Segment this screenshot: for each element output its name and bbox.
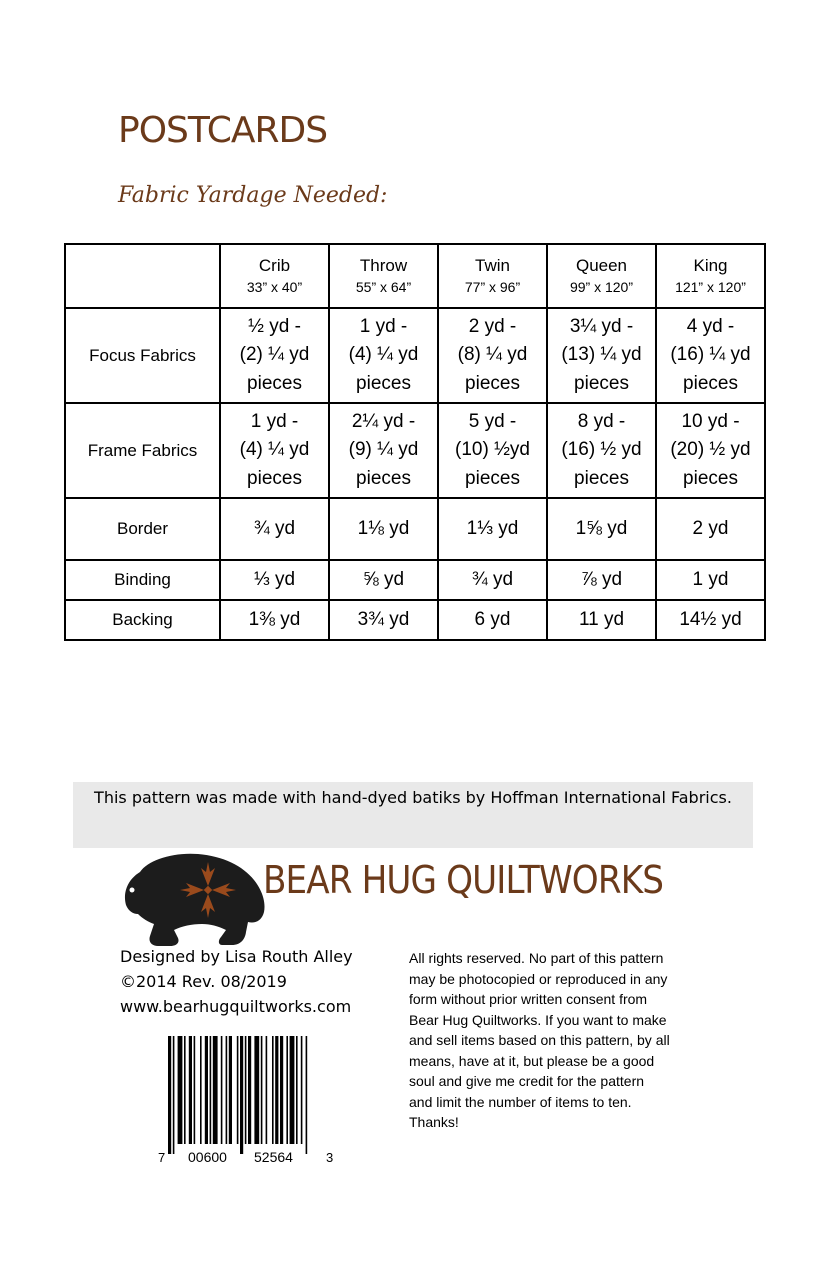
header-corner <box>65 244 220 308</box>
barcode-group-1: 00600 <box>188 1149 227 1165</box>
table-cell: 4 yd - (16) ¼ yd pieces <box>656 308 765 403</box>
row-label: Focus Fabrics <box>65 308 220 403</box>
brand-name: BEAR HUG QUILTWORKS <box>263 858 664 902</box>
header-crib: Crib 33” x 40” <box>220 244 329 308</box>
barcode-bar <box>229 1036 232 1144</box>
row-label: Frame Fabrics <box>65 403 220 498</box>
table-cell: 8 yd - (16) ½ yd pieces <box>547 403 656 498</box>
barcode-bar <box>226 1036 228 1144</box>
row-label: Backing <box>65 600 220 640</box>
barcode-bar <box>200 1036 202 1144</box>
rights-statement: All rights reserved. No part of this pattern may be photocopied or reproduced in any form without prior written consent from Bear Hug Quiltworks. If you want to make and sell items based on this pattern, by all means, have at it, but please be a good soul and give me credit for the pattern and limit the number of items to ten. Thanks! <box>409 950 670 1130</box>
table-cell: 1 yd - (4) ¼ yd pieces <box>329 308 438 403</box>
website-link[interactable]: www.bearhugquiltworks.com <box>120 997 352 1016</box>
table-cell: 14½ yd <box>656 600 765 640</box>
table-cell: ¾ yd <box>438 560 547 600</box>
barcode-bar <box>221 1036 223 1144</box>
barcode-bar <box>205 1036 208 1144</box>
table-cell: 2 yd - (8) ¼ yd pieces <box>438 308 547 403</box>
table-cell: 6 yd <box>438 600 547 640</box>
barcode-check-digit: 3 <box>326 1150 334 1165</box>
table-cell: 10 yd - (20) ½ yd pieces <box>656 403 765 498</box>
table-cell: 3¾ yd <box>329 600 438 640</box>
table-cell: ¾ yd <box>220 498 329 560</box>
table-cell: 1⅓ yd <box>438 498 547 560</box>
barcode-bar <box>296 1036 298 1144</box>
barcode-bar <box>290 1036 295 1144</box>
barcode-bar <box>178 1036 183 1144</box>
fabric-note <box>73 782 753 848</box>
table-cell: 1 yd - (4) ¼ yd pieces <box>220 403 329 498</box>
table-cell: 5 yd - (10) ½yd pieces <box>438 403 547 498</box>
table-cell: 1 yd <box>656 560 765 600</box>
designer-line: Designed by Lisa Routh Alley <box>120 947 353 966</box>
table-header-row <box>65 244 765 308</box>
copyright-line: ©2014 Rev. 08/2019 <box>120 972 287 991</box>
barcode-group-2: 52564 <box>254 1149 293 1165</box>
barcode-bar <box>189 1036 192 1144</box>
barcode-bar <box>213 1036 218 1144</box>
table-cell: ⅝ yd <box>329 560 438 600</box>
barcode-bar <box>210 1036 212 1144</box>
table-row <box>65 560 765 600</box>
fabric-note-text: This pattern was made with hand-dyed batiks by Hoffman International Fabrics. <box>94 788 732 807</box>
upc-barcode-icon <box>158 1036 338 1166</box>
table-row <box>65 308 765 403</box>
table-cell: 3¼ yd - (13) ¼ yd pieces <box>547 308 656 403</box>
table-cell: ⅞ yd <box>547 560 656 600</box>
bear-with-maple-leaves-icon <box>118 850 268 950</box>
barcode-bar <box>184 1036 186 1144</box>
header-queen: Queen 99” x 120” <box>547 244 656 308</box>
barcode-bar <box>194 1036 196 1144</box>
table-cell: 1⅝ yd <box>547 498 656 560</box>
barcode-bar <box>168 1036 171 1154</box>
barcode-bar <box>286 1036 288 1144</box>
barcode-bar <box>254 1036 259 1144</box>
table-cell: ⅓ yd <box>220 560 329 600</box>
barcode-bar <box>275 1036 278 1144</box>
barcode-bar <box>261 1036 263 1144</box>
barcode-bar <box>248 1036 251 1144</box>
row-label: Border <box>65 498 220 560</box>
header-king: King 121” x 120” <box>656 244 765 308</box>
header-throw: Throw 55” x 64” <box>329 244 438 308</box>
table-cell: 2¼ yd - (9) ¼ yd pieces <box>329 403 438 498</box>
header-twin: Twin 77” x 96” <box>438 244 547 308</box>
table-row <box>65 403 765 498</box>
barcode-bar <box>272 1036 274 1144</box>
table-row <box>65 498 765 560</box>
table-cell: 11 yd <box>547 600 656 640</box>
table-cell: 1⅜ yd <box>220 600 329 640</box>
yardage-heading: Fabric Yardage Needed: <box>118 183 388 208</box>
barcode-bar <box>301 1036 303 1144</box>
table-row <box>65 600 765 640</box>
barcode-bar <box>306 1036 308 1154</box>
barcode-bar <box>280 1036 283 1144</box>
barcode-bar <box>240 1036 243 1154</box>
barcode-bar <box>173 1036 175 1154</box>
table-cell: 1⅛ yd <box>329 498 438 560</box>
credits <box>120 944 353 1019</box>
row-label: Binding <box>65 560 220 600</box>
barcode-bar <box>245 1036 247 1144</box>
yardage-table <box>64 243 766 641</box>
table-cell: 2 yd <box>656 498 765 560</box>
barcode-bar <box>266 1036 268 1144</box>
table-cell: ½ yd - (2) ¼ yd pieces <box>220 308 329 403</box>
barcode-bar <box>237 1036 239 1144</box>
barcode-lead-digit: 7 <box>158 1150 166 1165</box>
pattern-title: POSTCARDS <box>118 110 328 151</box>
